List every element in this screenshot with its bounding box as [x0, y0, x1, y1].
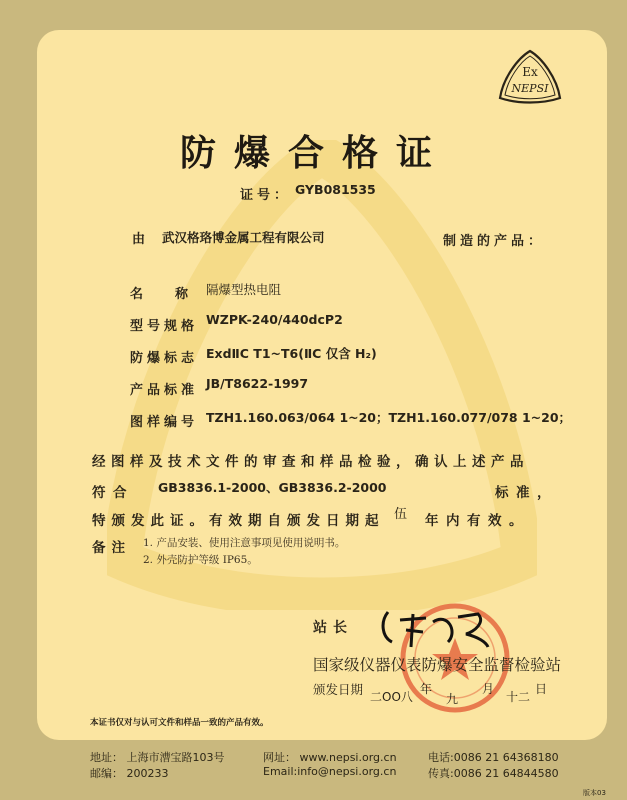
footer-address: 地址： 上海市漕宝路103号 — [90, 751, 225, 764]
field-label-ex-mark: 防爆标志 — [130, 351, 199, 366]
page-title: 防爆合格证 — [180, 133, 451, 174]
standards: GB3836.1-2000、GB3836.2-2000 — [158, 480, 387, 495]
svg-text:Ex: Ex — [522, 65, 538, 79]
footer-phone: 电话:0086 21 64368180 — [428, 751, 559, 764]
made-label: 制造的产品： — [443, 234, 546, 249]
validity-note: 本证书仅对与认可文件和样品一致的产品有效。 — [90, 718, 269, 728]
footer-postcode: 邮编： 200233 — [90, 767, 169, 780]
footer-fax: 传真:0086 21 64844580 — [428, 767, 559, 780]
remark-1: 1. 产品安装、使用注意事项见使用说明书。 — [143, 537, 346, 549]
field-label-name: 名 称 — [130, 287, 191, 302]
director-label: 站长 — [313, 620, 353, 636]
statement-line1: 经图样及技术文件的审查和样品检验，确认上述产品 — [92, 454, 529, 470]
statement-line3b: 年内有效。 — [425, 513, 530, 529]
field-label-standard: 产品标准 — [130, 383, 199, 398]
by-label: 由 — [132, 232, 150, 247]
field-label-drawing: 图样编号 — [130, 415, 199, 430]
remarks-label: 备注 — [92, 540, 131, 556]
footer-email[interactable]: Email:info@nepsi.org.cn — [263, 765, 397, 778]
nepsi-logo — [497, 48, 563, 108]
field-label-model: 型号规格 — [130, 319, 199, 334]
issue-year: 二OO八 — [370, 690, 413, 704]
field-value-model: WZPK-240/440dcP2 — [206, 312, 343, 327]
day-unit: 日 — [535, 682, 548, 696]
field-value-ex-mark: ExdⅡC T1~T6(ⅡC 仅含 H₂) — [206, 346, 377, 361]
cert-no: GYB081535 — [295, 182, 376, 197]
footer-website[interactable]: 网址： www.nepsi.org.cn — [263, 751, 397, 764]
remark-2: 2. 外壳防护等级 IP65。 — [143, 554, 258, 566]
cert-no-label: 证号： — [240, 188, 292, 203]
field-value-name: 隔爆型热电阻 — [206, 282, 282, 297]
statement-line3a: 特颁发此证。有效期自颁发日期起 — [92, 513, 385, 529]
manufacturer: 武汉格珞博金属工程有限公司 — [162, 230, 325, 245]
conform-label: 符合 — [92, 485, 134, 501]
signature-icon — [378, 602, 498, 652]
issuer-name: 国家级仪器仪表防爆安全监督检验站 — [313, 656, 562, 674]
validity-years: 伍 — [394, 507, 408, 522]
month-unit: 月 — [482, 682, 495, 696]
svg-text:NEPSI: NEPSI — [511, 82, 549, 95]
field-value-standard: JB/T8622-1997 — [206, 376, 309, 391]
standard-suffix: 标准， — [495, 485, 558, 501]
version-label: 版本03 — [583, 789, 606, 797]
issue-month: 九 — [446, 692, 459, 706]
year-unit: 年 — [420, 682, 433, 696]
field-value-drawing: TZH1.160.063/064 1~20；TZH1.160.077/078 1~20； — [206, 410, 572, 425]
issue-date-label: 颁发日期 — [313, 682, 364, 697]
issue-day: 十二 — [506, 690, 531, 704]
